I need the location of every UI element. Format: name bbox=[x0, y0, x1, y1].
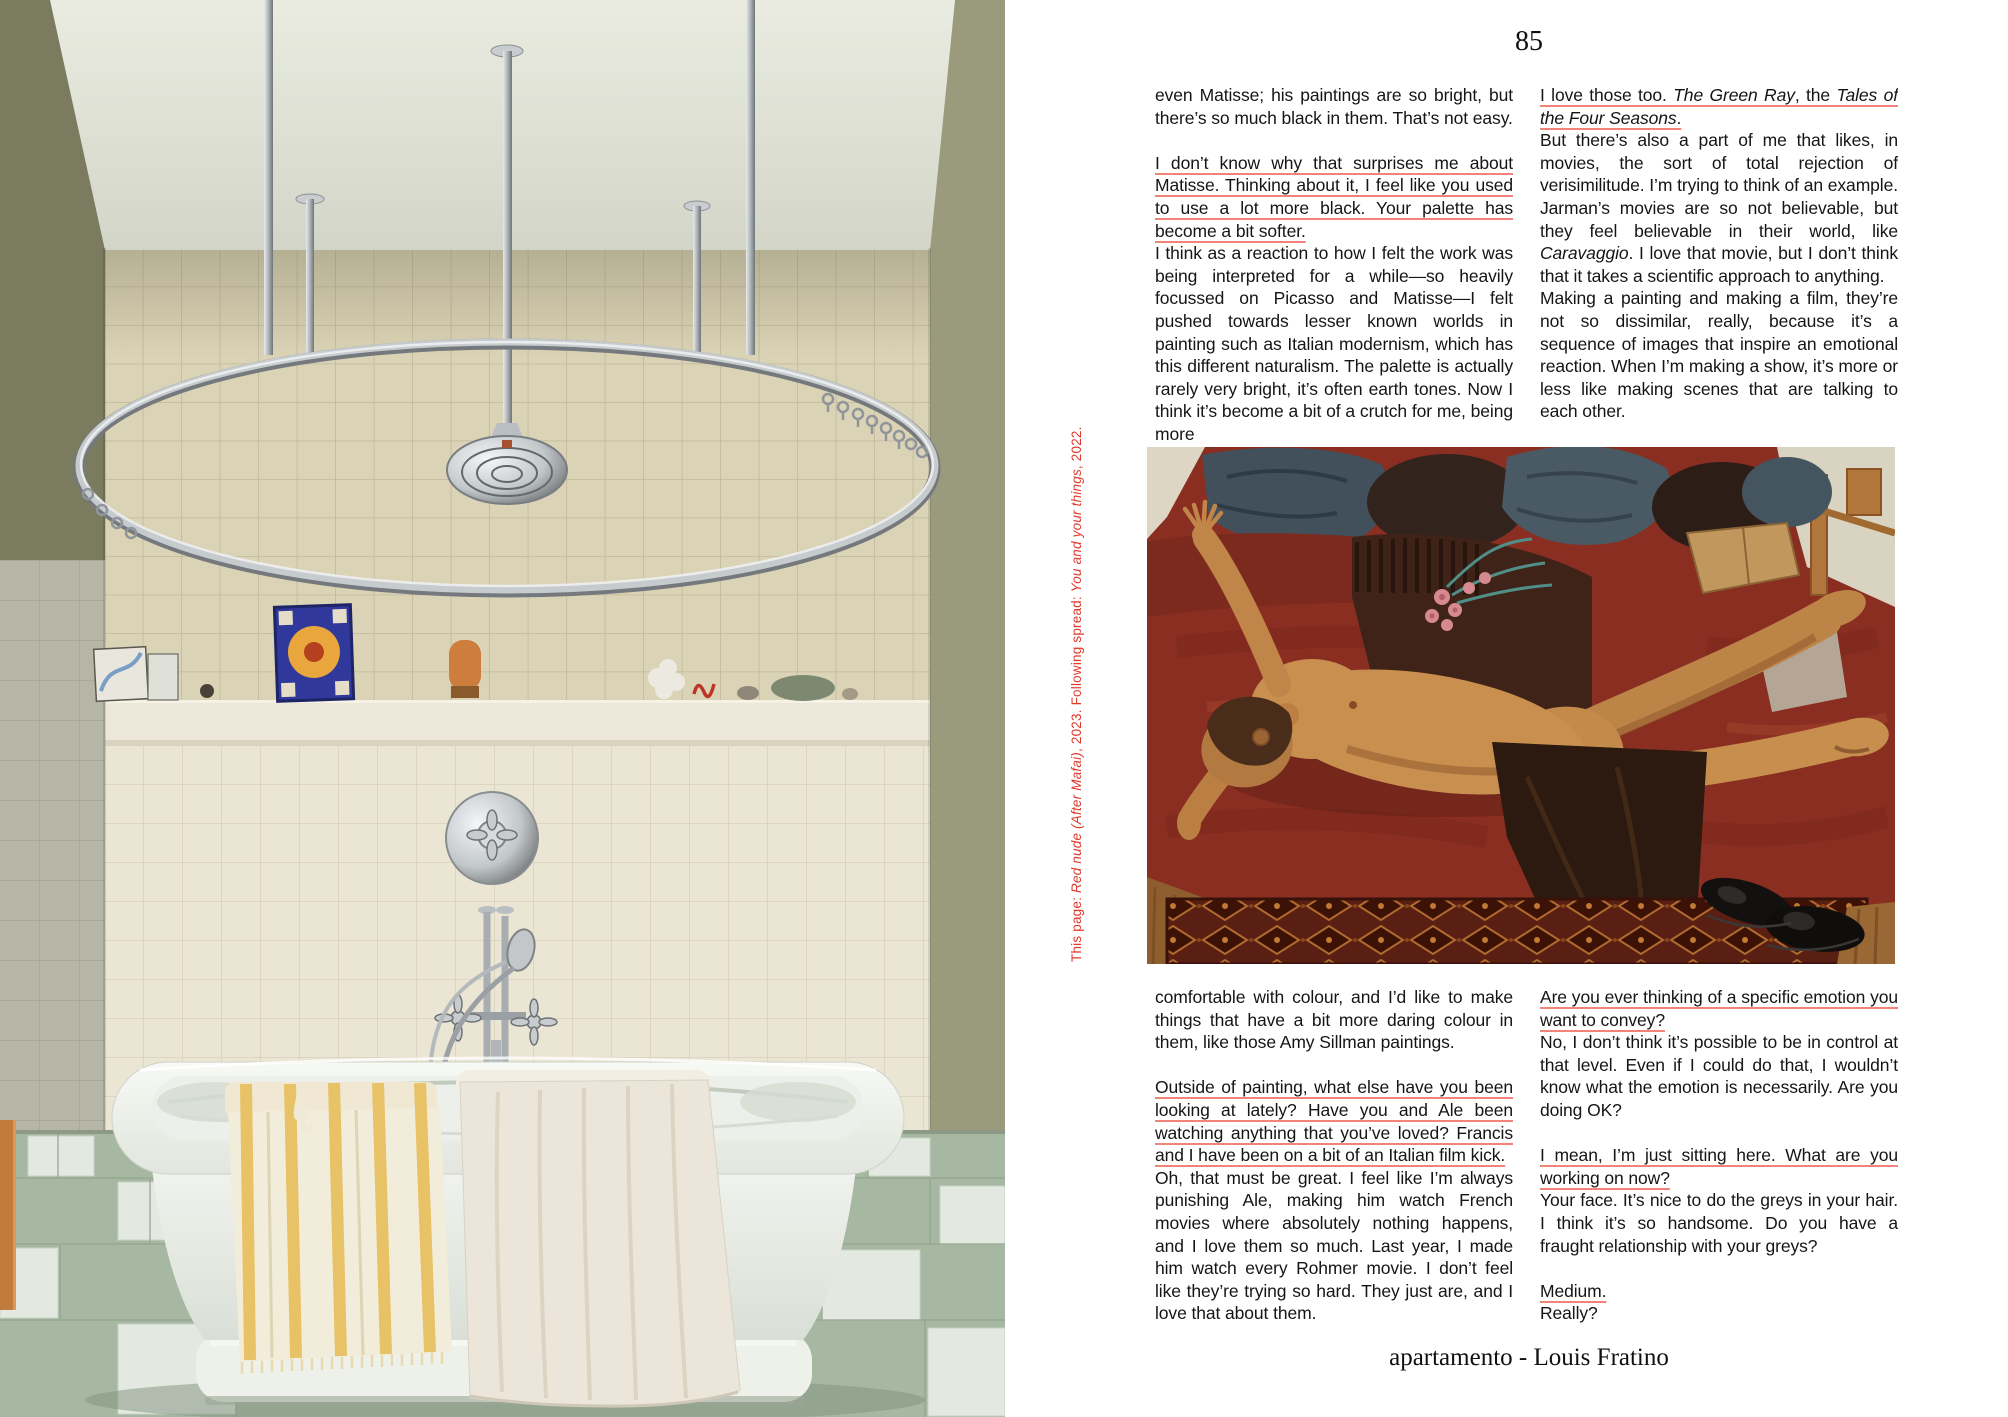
text-run: Outside of painting, what else have you been looking at lately? Have you and Ale been watching anything that you’ve loved? Francis and I have been on a bit of an Italian film kick. bbox=[1155, 1077, 1513, 1166]
text-run: I mean, I’m just sitting here. What are you working on now? bbox=[1540, 1145, 1898, 1188]
text-run: Making a painting and making a film, they’re not so dissimilar, really, because it’s a sequence of images that inspire an emotional reaction. When I’m making a show, it’s more or less like making scenes that are talking to each other. bbox=[1540, 288, 1898, 422]
text-run: Medium. bbox=[1540, 1280, 1607, 1301]
text-run: , the bbox=[1794, 85, 1837, 105]
paragraph bbox=[1540, 1031, 1898, 1121]
text-column-top-right bbox=[1540, 84, 1898, 447]
paragraph bbox=[1540, 1189, 1898, 1257]
text-run: Really? bbox=[1540, 1303, 1598, 1324]
text-run: The Green Ray bbox=[1673, 85, 1795, 105]
text-run: I love those too. bbox=[1540, 85, 1674, 105]
text-column-top-left bbox=[1155, 84, 1513, 447]
text-run: Your face. It’s nice to do the greys in your hair. I think it’s so handsome. Do you have a fraught relationship with your greys? bbox=[1540, 1190, 1898, 1256]
text-run: You and your things bbox=[1069, 469, 1084, 593]
artwork-caption bbox=[1069, 426, 1084, 962]
paragraph bbox=[1540, 1280, 1898, 1303]
white-towel bbox=[456, 1070, 740, 1406]
paragraph bbox=[1155, 986, 1513, 1054]
paragraph bbox=[1540, 129, 1898, 287]
text-run: comfortable with colour, and I’d like to make things that have a bit more daring colour in them, like those Amy Sillman paintings. bbox=[1155, 987, 1513, 1053]
text-run: This page: bbox=[1069, 893, 1084, 962]
paragraph bbox=[1540, 84, 1898, 129]
text-column-bottom-left bbox=[1155, 986, 1513, 1325]
wooden-stool-highlight bbox=[13, 1120, 16, 1310]
text-column-bottom-right bbox=[1540, 986, 1898, 1325]
paragraph bbox=[1155, 152, 1513, 242]
text-run: . I love that movie, but I don’t think that it takes a scientific approach to anything. bbox=[1540, 243, 1898, 286]
striped-towel bbox=[225, 1082, 452, 1374]
paragraph bbox=[1155, 1076, 1513, 1166]
text-run: even Matisse; his paintings are so bright, but there’s so much black in them. That’s not easy. bbox=[1155, 85, 1513, 128]
text-run: Are you ever thinking of a specific emotion you want to convey? bbox=[1540, 987, 1898, 1030]
text-run: But there’s also a part of me that likes, in movies, the sort of total rejection of verisimilitude. I’m trying to think of an example. Jarman’s movies are so not believable, but they feel believable in their world, like bbox=[1540, 130, 1898, 241]
paragraph bbox=[1540, 287, 1898, 423]
paragraph bbox=[1155, 1167, 1513, 1325]
paragraph bbox=[1155, 84, 1513, 129]
text-run: , 2022. bbox=[1069, 426, 1084, 470]
paragraph bbox=[1540, 986, 1898, 1031]
text-run: I think as a reaction to how I felt the work was being interpreted for a while—so heavily focussed on Picasso and Matisse—I felt pushed towards lesser known worlds in painting such as Italian modernism, which has this different naturalism. The palette is actually rarely very bright, it’s often earth tones. Now I think it’s become a bit of a crutch for me, being more bbox=[1155, 243, 1513, 444]
text-run: Tales of the Four Seasons bbox=[1540, 85, 1898, 128]
paragraph bbox=[1540, 1144, 1898, 1189]
text-run: . bbox=[1676, 107, 1682, 128]
text-run: Red nude (After Mafai) bbox=[1069, 752, 1084, 893]
text-run: Oh, that must be great. I feel like I’m always punishing Ale, making him watch French movies where absolutely nothing happens, and I love them so much. Last year, I made him watch every Rohmer movie. I don’t feel like they’re trying so hard. They just are, and I love that about them. bbox=[1155, 1167, 1513, 1324]
page-number: 85 bbox=[1515, 26, 1543, 57]
text-run: Caravaggio bbox=[1540, 243, 1629, 264]
text-run: I don’t know why that surprises me about Matisse. Thinking about it, I feel like you used to use a lot more black. Your palette has become a bit softer. bbox=[1155, 152, 1513, 241]
text-run: No, I don’t think it’s possible to be in control at that level. Even if I could do that, I wouldn’t know what the emotion is necessarily. Are you doing OK? bbox=[1540, 1032, 1898, 1120]
text-run: , 2023. Following spread: bbox=[1069, 592, 1084, 753]
interview-page bbox=[1005, 0, 2008, 1417]
paragraph bbox=[1155, 242, 1513, 445]
red-nude-painting-graphic bbox=[1147, 447, 1895, 964]
paragraph bbox=[1540, 1302, 1898, 1325]
red-nude-painting bbox=[1147, 447, 1895, 964]
page-footer: apartamento - Louis Fratino bbox=[1389, 1344, 1669, 1371]
